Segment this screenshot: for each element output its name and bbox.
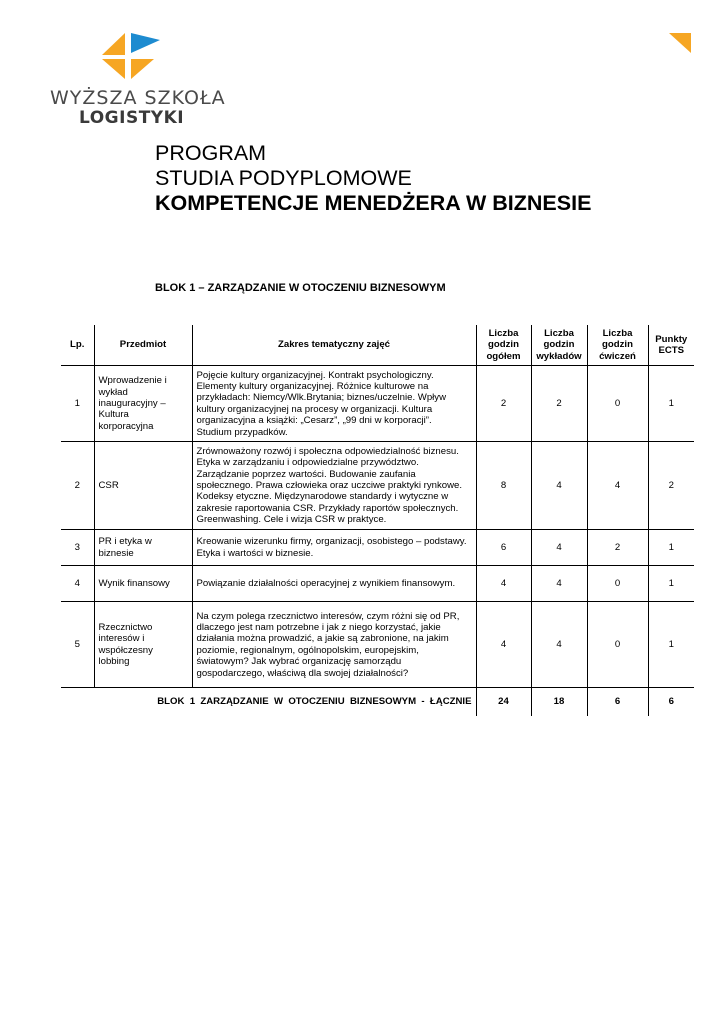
przedmiot-line: biznesie bbox=[98, 547, 134, 559]
cell-lp: 2 bbox=[61, 442, 94, 530]
cell-ogolem: 4 bbox=[476, 602, 531, 688]
cell-wykladow: 4 bbox=[531, 442, 587, 530]
cell-cwiczen: 4 bbox=[587, 442, 648, 530]
cell-przedmiot bbox=[94, 366, 192, 442]
zakres-line: przykładach: Niemcy/Wlk.Brytania; biznes/uczelnie. Wpływ bbox=[196, 392, 447, 404]
logo-mark-icon bbox=[102, 33, 160, 79]
cell-cwiczen: 0 bbox=[587, 366, 648, 442]
summary-ogolem: 24 bbox=[476, 688, 531, 716]
przedmiot-line: korporacyjna bbox=[98, 420, 154, 432]
title-line-kierunek: KOMPETENCJE MENEDŻERA W BIZNESIE bbox=[155, 191, 592, 215]
cell-lp: 1 bbox=[61, 366, 94, 442]
zakres-line: Greenwashing. Cele i wizja CSR w praktyce. bbox=[196, 514, 387, 526]
zakres-line: poziomie, regionalnym, ogólnopolskim, europejskim, bbox=[196, 644, 419, 656]
cell-lp: 5 bbox=[61, 602, 94, 688]
corner-triangle-icon bbox=[669, 33, 691, 53]
header-wykladow-l3: wykładów bbox=[536, 350, 582, 362]
summary-row bbox=[61, 688, 694, 716]
cell-ogolem: 8 bbox=[476, 442, 531, 530]
zakres-line: kultury organizacyjnej na procesy w organizacji. Kultura bbox=[196, 403, 433, 415]
summary-wykladow: 18 bbox=[531, 688, 587, 716]
document-title bbox=[155, 141, 591, 216]
header-lp: Lp. bbox=[70, 339, 85, 351]
zakres-line: Elementy kultury organizacyjnej. Różnice kulturowe na bbox=[196, 380, 429, 392]
zakres-line: gospodarczego, właściwą dla swojej działalności? bbox=[196, 667, 409, 679]
cell-ogolem: 4 bbox=[476, 566, 531, 602]
przedmiot-line: Wprowadzenie i bbox=[98, 375, 167, 387]
table-row bbox=[61, 602, 694, 688]
zakres-line: Etyka w zarządzaniu i odpowiedzialne przywództwo. bbox=[196, 457, 419, 469]
przedmiot-line: Kultura bbox=[98, 409, 129, 421]
cell-cwiczen: 2 bbox=[587, 530, 648, 566]
table-header-row bbox=[61, 325, 694, 366]
cell-lp: 3 bbox=[61, 530, 94, 566]
przedmiot-line: Rzecznictwo bbox=[98, 621, 153, 633]
header-cwiczen-l2: godzin bbox=[602, 339, 633, 351]
header-cwiczen-l1: Liczba bbox=[602, 328, 633, 339]
zakres-line: zakresie raportowania CSR. Przykłady raportów społecznych. bbox=[196, 502, 459, 514]
zakres-line: Zarządzanie poprzez wartości. Budowanie zaufania bbox=[196, 468, 416, 480]
cell-wykladow: 4 bbox=[531, 602, 587, 688]
cell-cwiczen: 0 bbox=[587, 566, 648, 602]
cell-przedmiot bbox=[94, 530, 192, 566]
header-zakres: Zakres tematyczny zajęć bbox=[192, 325, 476, 366]
logo-name-line1: WYŻSZA SZKOŁA bbox=[50, 87, 226, 109]
zakres-line: Studium przypadków. bbox=[196, 426, 288, 438]
program-table bbox=[61, 325, 694, 716]
zakres-line: Kodeksy etyczne. Międzynarodowe standardy i wytyczne w bbox=[196, 491, 449, 503]
zakres-line: Etyka i wartości w biznesie. bbox=[196, 547, 314, 559]
summary-label: BLOK 1 ZARZĄDZANIE W OTOCZENIU BIZNESOWYM - ŁĄCZNIE bbox=[61, 688, 476, 716]
przedmiot-line: PR i etyka w bbox=[98, 536, 152, 548]
zakres-line: dlaczego jest nam potrzebne i jak z niego korzystać, jakie bbox=[196, 621, 441, 633]
header-wykladow-l1: Liczba bbox=[544, 328, 574, 339]
header-cwiczen-l3: ćwiczeń bbox=[599, 350, 636, 362]
zakres-line: Powiązanie działalności operacyjnej z wynikiem finansowym. bbox=[196, 578, 456, 590]
header-przedmiot: Przedmiot bbox=[94, 325, 192, 366]
header-ects-l2: ECTS bbox=[658, 345, 685, 357]
cell-zakres bbox=[192, 530, 476, 566]
cell-lp: 4 bbox=[61, 566, 94, 602]
przedmiot-line: inauguracyjny – bbox=[98, 398, 166, 410]
title-line-studia: STUDIA PODYPLOMOWE bbox=[155, 166, 412, 190]
zakres-line: działania można prowadzić, a jakie są zabronione, na jakim bbox=[196, 633, 449, 645]
zakres-line: światowym? Jak wybrać organizację samorządu bbox=[196, 656, 402, 668]
table-row bbox=[61, 566, 694, 602]
header-wykladow bbox=[531, 325, 587, 366]
zakres-line: organizacyjna a książki: „Cesarz”, „99 dni w korporacji”. bbox=[196, 415, 432, 427]
przedmiot-line: Wynik finansowy bbox=[98, 578, 170, 590]
cell-zakres bbox=[192, 566, 476, 602]
przedmiot-line: współczesny bbox=[98, 644, 153, 656]
zakres-line: Na czym polega rzecznictwo interesów, czym różni się od PR, bbox=[196, 610, 460, 622]
header-wykladow-l2: godzin bbox=[543, 339, 575, 351]
table-row bbox=[61, 442, 694, 530]
header-cwiczen bbox=[587, 325, 648, 366]
cell-wykladow: 4 bbox=[531, 530, 587, 566]
zakres-line: Kreowanie wizerunku firmy, organizacji, osobistego – podstawy. bbox=[196, 536, 467, 548]
logo-name-line2: LOGISTYKI bbox=[79, 108, 185, 128]
cell-ects: 1 bbox=[648, 566, 694, 602]
cell-ects: 1 bbox=[648, 530, 694, 566]
przedmiot-line: wykład bbox=[98, 386, 128, 398]
zakres-line: Pojęcie kultury organizacyjnej. Kontrakt psychologiczny. bbox=[196, 369, 434, 381]
zakres-line: Zrównoważony rozwój i społeczna odpowiedzialność biznesu. bbox=[196, 445, 459, 457]
cell-zakres bbox=[192, 442, 476, 530]
header-ects bbox=[648, 325, 694, 366]
title-line-program: PROGRAM bbox=[155, 141, 267, 165]
cell-ogolem: 6 bbox=[476, 530, 531, 566]
cell-przedmiot bbox=[94, 442, 192, 530]
cell-cwiczen: 0 bbox=[587, 602, 648, 688]
cell-przedmiot bbox=[94, 602, 192, 688]
zakres-line: społecznego. Prawa człowieka oraz uczciwe praktyki rynkowe. bbox=[196, 480, 463, 492]
przedmiot-line: interesów i bbox=[98, 633, 145, 645]
header-ogolem-l1: Liczba bbox=[488, 328, 519, 339]
school-logo bbox=[50, 30, 226, 130]
cell-ects: 1 bbox=[648, 366, 694, 442]
cell-zakres bbox=[192, 366, 476, 442]
cell-wykladow: 2 bbox=[531, 366, 587, 442]
cell-ogolem: 2 bbox=[476, 366, 531, 442]
block-title: BLOK 1 – ZARZĄDZANIE W OTOCZENIU BIZNESOWYM bbox=[155, 282, 446, 294]
przedmiot-line: CSR bbox=[98, 480, 119, 492]
summary-cwiczen: 6 bbox=[587, 688, 648, 716]
summary-ects: 6 bbox=[648, 688, 694, 716]
table-row bbox=[61, 366, 694, 442]
cell-przedmiot bbox=[94, 566, 192, 602]
cell-ects: 2 bbox=[648, 442, 694, 530]
header-ogolem-l2: godzin bbox=[488, 339, 519, 351]
cell-zakres bbox=[192, 602, 476, 688]
przedmiot-line: lobbing bbox=[98, 656, 130, 668]
cell-ects: 1 bbox=[648, 602, 694, 688]
header-ogolem-l3: ogółem bbox=[486, 350, 521, 362]
header-ogolem bbox=[476, 325, 531, 366]
cell-wykladow: 4 bbox=[531, 566, 587, 602]
table-row bbox=[61, 530, 694, 566]
header-ects-l1: Punkty bbox=[655, 333, 688, 345]
